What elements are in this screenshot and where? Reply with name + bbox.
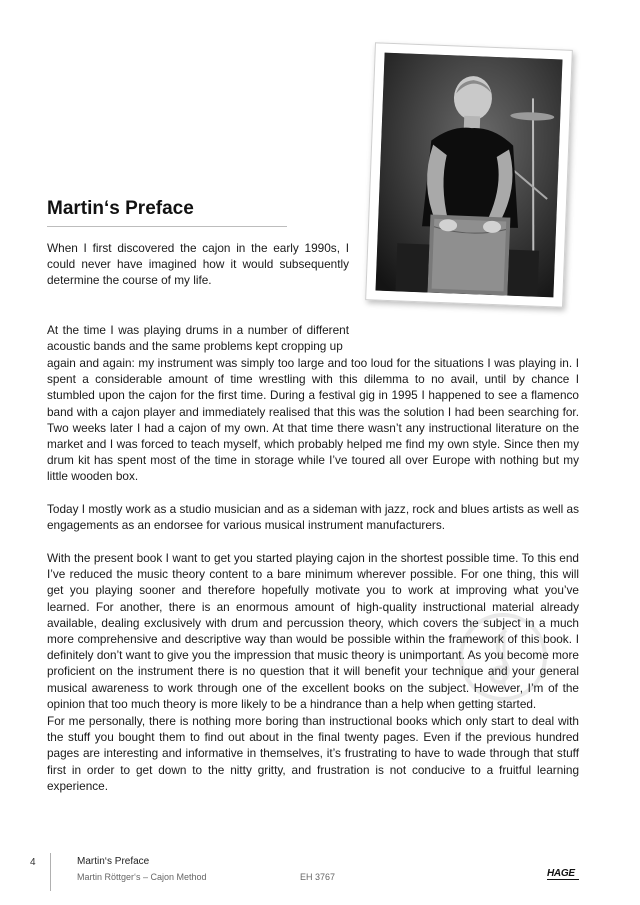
portrait-photo-icon — [375, 53, 562, 298]
footer-section-title: Martin‘s Preface — [77, 856, 150, 867]
author-photo-frame — [365, 42, 573, 307]
paragraph-2-continuation: again and again: my instrument was simply too large and too loud for the situations I was playing in. I spent a considerable amount of time wrestling with this dilemma to no avail, until by chance I stumbled upon the cajon for the first time. During a festival gig in 1995 I happened to see a flamenco band with a cajon player and immediately realised that this was the solution I had been searching for. Two weeks later I had a cajon of my own. At that time there wasn’t any instructional literature on the market and I was forced to teach myself, which probably helped me find my own style. Since then my drum kit has spent most of the time in storage while I’ve toured all over Europe with nothing but my little wooden box. — [47, 356, 579, 484]
publisher-logo — [547, 868, 579, 884]
paragraph-2-start: At the time I was playing drums in a number of different acoustic bands and the same problems kept cropping up — [47, 323, 349, 354]
title-underline — [47, 226, 287, 227]
treble-clef-watermark-icon — [458, 612, 548, 702]
page-title: Martin‘s Preface — [47, 198, 194, 219]
paragraph-5: For me personally, there is nothing more boring than instructional books which only start to deal with the stuff you bought them to find out about in the final twenty pages. Even if the previous hundred pages are interesting and informative in themselves, it’s frustrating to have to wade through that stuff first in order to get down to the nitty gritty, and frustration is not conducive to a fruitful learning experience. — [47, 714, 579, 793]
paragraph-4: With the present book I want to get you started playing cajon in the shortest possible time. To this end I’ve reduced the music theory content to a bare minimum wherever possible. For one thing, this will get you playing sooner and therefore hopefully motivate you to work at improving what you’ve learned. For another, there is an enormous amount of high-quality instructional material already available, dealing exclusively with drum and percussion theory, which covers the subject in a much more comprehensive and descriptive way than would be possible within the framework of this book. I definitely don’t want to give you the impression that music theory is unimportant. As you become more proficient on the instrument there is no question that it will benefit your technique and your general musical awareness to work through one of the excellent books on the subject. However, I’m of the opinion that too much theory is more likely to be a hindrance than a help when getting started. — [47, 551, 579, 711]
author-photo — [375, 53, 562, 298]
publisher-logo-text: HAGE — [547, 868, 579, 880]
footer-catalog-code: EH 3767 — [300, 872, 336, 882]
footer-divider — [50, 853, 51, 891]
paragraph-3: Today I mostly work as a studio musician and as a sideman with jazz, rock and blues artists as well as engagements as an endorsee for various musical instrument manufacturers. — [47, 502, 579, 533]
page-number: 4 — [30, 857, 36, 868]
paragraph-1: When I first discovered the cajon in the early 1990s, I could never have imagined how it would subsequently determine the course of my life. — [47, 241, 349, 288]
footer-book-title: Martin Röttger‘s – Cajon Method — [77, 872, 207, 882]
